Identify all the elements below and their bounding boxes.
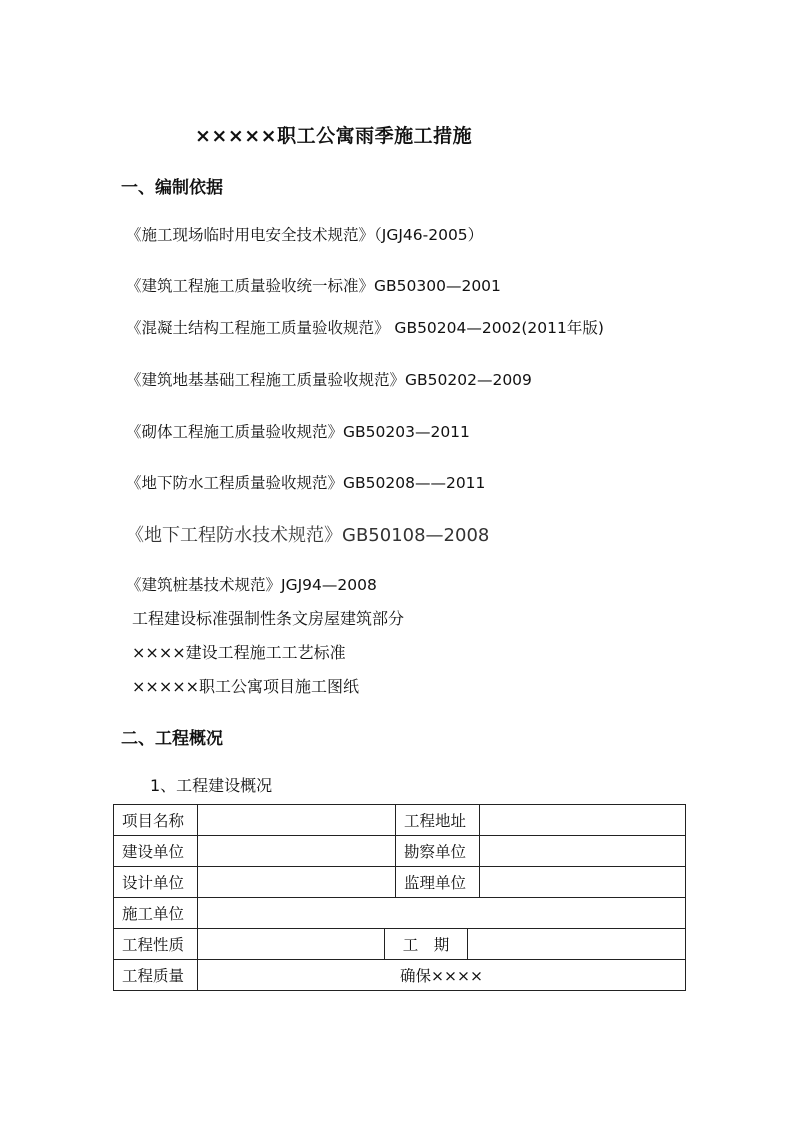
survey-value: [480, 836, 686, 867]
project-name-label: 项目名称: [114, 805, 198, 836]
reference-item: 《建筑工程施工质量验收统一标准》GB50300—2001: [126, 277, 501, 295]
table-row: [114, 960, 686, 991]
reference-item: 《地下防水工程质量验收规范》GB50208——2011: [126, 474, 486, 492]
table-row: [114, 805, 686, 836]
period-label: 工 期: [385, 929, 468, 960]
reference-item: 《地下工程防水技术规范》GB50108—2008: [126, 525, 490, 546]
quality-label: 工程质量: [114, 960, 198, 991]
table-row: [114, 867, 686, 898]
quality-value: 确保××××: [198, 960, 686, 991]
nature-label: 工程性质: [114, 929, 198, 960]
reference-item: 《建筑地基基础工程施工质量验收规范》GB50202—2009: [126, 371, 532, 389]
reference-item-plain: 工程建设标准强制性条文房屋建筑部分: [132, 609, 405, 628]
table-row: [114, 898, 686, 929]
supervisor-value: [480, 867, 686, 898]
survey-label: 勘察单位: [396, 836, 480, 867]
table-row: [114, 836, 686, 867]
period-value: [468, 929, 686, 960]
project-info-table: [113, 804, 686, 991]
reference-item: 《混凝土结构工程施工质量验收规范》 GB50204—2002(2011年版): [126, 319, 604, 337]
reference-item: 《砌体工程施工质量验收规范》GB50203—2011: [126, 423, 470, 441]
table-row: [114, 929, 686, 960]
document-title: ×××××职工公寓雨季施工措施: [195, 125, 473, 147]
contractor-label: 施工单位: [114, 898, 198, 929]
nature-value: [198, 929, 385, 960]
builder-value: [198, 836, 396, 867]
reference-item-plain: ××××建设工程施工工艺标准: [132, 643, 346, 662]
reference-item-plain: ×××××职工公寓项目施工图纸: [132, 677, 360, 696]
section-heading-basis: 一、编制依据: [121, 178, 223, 198]
subsection-title: 1、工程建设概况: [150, 776, 273, 795]
reference-item: 《建筑桩基技术规范》JGJ94—2008: [126, 576, 377, 594]
designer-value: [198, 867, 396, 898]
project-name-value: [198, 805, 396, 836]
builder-label: 建设单位: [114, 836, 198, 867]
designer-label: 设计单位: [114, 867, 198, 898]
contractor-value: [198, 898, 686, 929]
project-address-label: 工程地址: [396, 805, 480, 836]
reference-item: 《施工现场临时用电安全技术规范》（JGJ46-2005）: [126, 226, 484, 244]
section-heading-overview: 二、工程概况: [121, 729, 223, 749]
project-address-value: [480, 805, 686, 836]
supervisor-label: 监理单位: [396, 867, 480, 898]
